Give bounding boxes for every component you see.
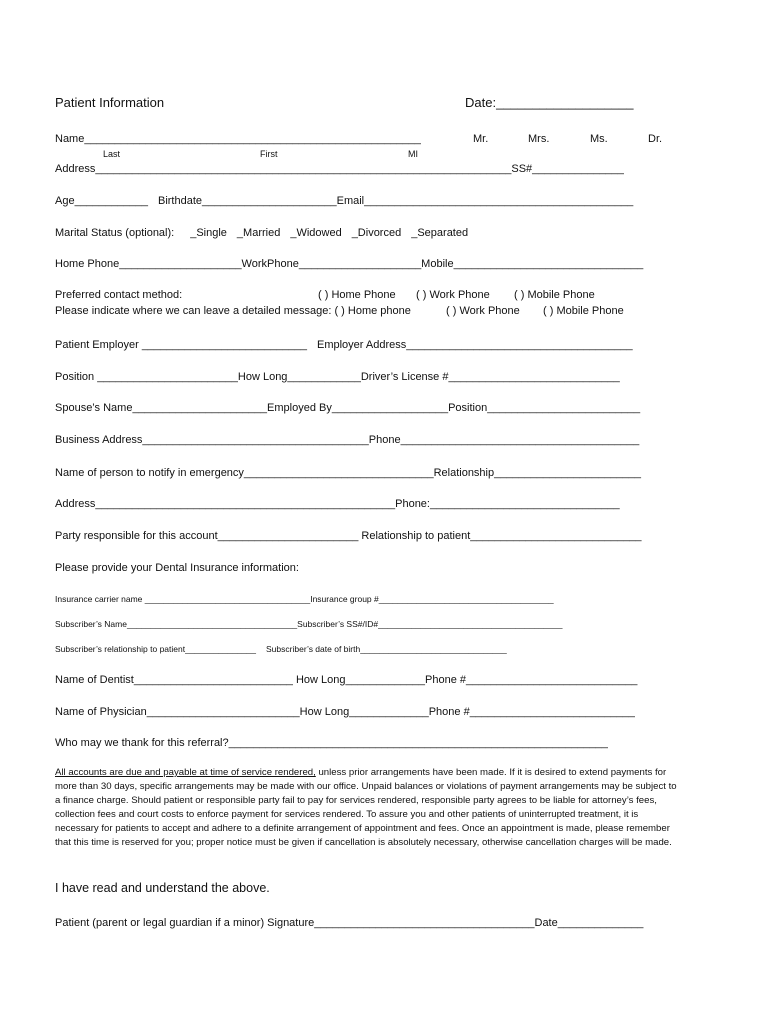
preferred-home-option[interactable]: ( ) Home Phone — [318, 289, 396, 301]
marital-status-label: Marital Status (optional): — [55, 227, 175, 239]
title-ms[interactable]: Ms. — [590, 133, 608, 145]
message-work-option[interactable]: ( ) Work Phone — [446, 305, 520, 317]
first-name-caption: First — [260, 149, 278, 159]
policy-body-text: unless prior arrangements have been made. If it is desired to extend payments for more than 30 days, specific arrangements may be made with our office. Unpaid balances or violations of payment arrangements may be subject to a finance charge. Should patient or responsible party fail to pay for services rendered, responsible party agrees to be liable for attorney’s fees, collection fees and court costs to enforce payment for services rendered. To assure you and other patients of uninterrupted treatment, it is necessary for patients to accept and adhere to a definite arrangement of appointment and fees. Once an appointment is made, please remember that this time is reserved for you; proper notice must be given if cancellation is absolutely necessary, otherwise cancellation charges will be made. — [55, 767, 677, 849]
payment-policy-paragraph — [55, 766, 680, 851]
name-field[interactable]: Name_______________________________________________________ — [55, 133, 421, 145]
marital-status-row — [55, 227, 468, 239]
insurance-heading: Please provide your Dental Insurance information: — [55, 562, 299, 574]
marital-single-option[interactable]: _Single — [190, 227, 227, 239]
age-birthdate-email-row — [55, 195, 633, 207]
title-mrs[interactable]: Mrs. — [528, 133, 550, 145]
subscriber-dob-field[interactable]: Subscriber’s date of birth_______________________________ — [266, 644, 507, 654]
insurance-carrier-field[interactable]: Insurance carrier name ___________________________________Insurance group #_____________________________________ — [55, 594, 554, 604]
patient-employer-field[interactable]: Patient Employer ___________________________ — [55, 339, 307, 351]
subscriber-relationship-field[interactable]: Subscriber’s relationship to patient_______________ — [55, 644, 257, 654]
phones-field[interactable]: Home Phone____________________WorkPhone____________________Mobile_______________________________ — [55, 258, 644, 270]
emergency-contact-field[interactable]: Name of person to notify in emergency_______________________________Relationship________________________ — [55, 467, 641, 479]
preferred-mobile-option[interactable]: ( ) Mobile Phone — [514, 289, 595, 301]
preferred-contact-label: Preferred contact method: — [55, 289, 183, 301]
spouse-field[interactable]: Spouse’s Name______________________Employed By___________________Position_________________________ — [55, 402, 641, 414]
emergency-address-field[interactable]: Address_________________________________________________Phone:_______________________________ — [55, 498, 620, 510]
employer-row — [55, 339, 633, 351]
referral-field[interactable]: Who may we thank for this referral?______________________________________________________________ — [55, 737, 608, 749]
dentist-field[interactable]: Name of Dentist__________________________ How Long_____________Phone #____________________________ — [55, 674, 638, 686]
marital-widowed-option[interactable]: _Widowed — [290, 227, 342, 239]
signature-date-field[interactable]: Patient (parent or legal guardian if a minor) Signature____________________________________Date______________ — [55, 917, 644, 929]
age-field[interactable]: Age____________ — [55, 195, 148, 207]
marital-separated-option[interactable]: _Separated — [411, 227, 469, 239]
address-ss-field[interactable]: Address____________________________________________________________________SS#_______________ — [55, 163, 624, 175]
title-dr[interactable]: Dr. — [648, 133, 663, 145]
message-location-label[interactable]: Please indicate where we can leave a detailed message: ( ) Home phone — [55, 305, 411, 317]
message-mobile-option[interactable]: ( ) Mobile Phone — [543, 305, 624, 317]
title-mr[interactable]: Mr. — [473, 133, 489, 145]
date-field[interactable]: Date:___________________ — [465, 95, 634, 110]
position-license-field[interactable]: Position _______________________How Long____________Driver’s License #____________________________ — [55, 371, 620, 383]
marital-divorced-option[interactable]: _Divorced — [351, 227, 402, 239]
preferred-work-option[interactable]: ( ) Work Phone — [416, 289, 490, 301]
business-address-field[interactable]: Business Address_____________________________________Phone_______________________________________ — [55, 434, 640, 446]
form-title: Patient Information — [55, 95, 165, 110]
physician-field[interactable]: Name of Physician_________________________How Long_____________Phone #___________________________ — [55, 706, 635, 718]
acknowledgement-heading: I have read and understand the above. — [55, 881, 270, 895]
employer-address-field[interactable]: Employer Address_____________________________________ — [317, 339, 633, 351]
marital-married-option[interactable]: _Married — [236, 227, 281, 239]
policy-underlined-text: All accounts are due and payable at time of service rendered, — [55, 767, 316, 778]
responsible-party-field[interactable]: Party responsible for this account_______________________ Relationship to patient____________________________ — [55, 530, 642, 542]
subscriber-relationship-row — [55, 644, 507, 654]
subscriber-name-field[interactable]: Subscriber’s Name____________________________________Subscriber’s SS#/ID#_______________________________________ — [55, 619, 563, 629]
middle-initial-caption: MI — [408, 149, 418, 159]
birthdate-field[interactable]: Birthdate______________________ — [157, 195, 337, 207]
last-name-caption: Last — [103, 149, 121, 159]
email-field[interactable]: Email____________________________________________ — [336, 195, 634, 207]
